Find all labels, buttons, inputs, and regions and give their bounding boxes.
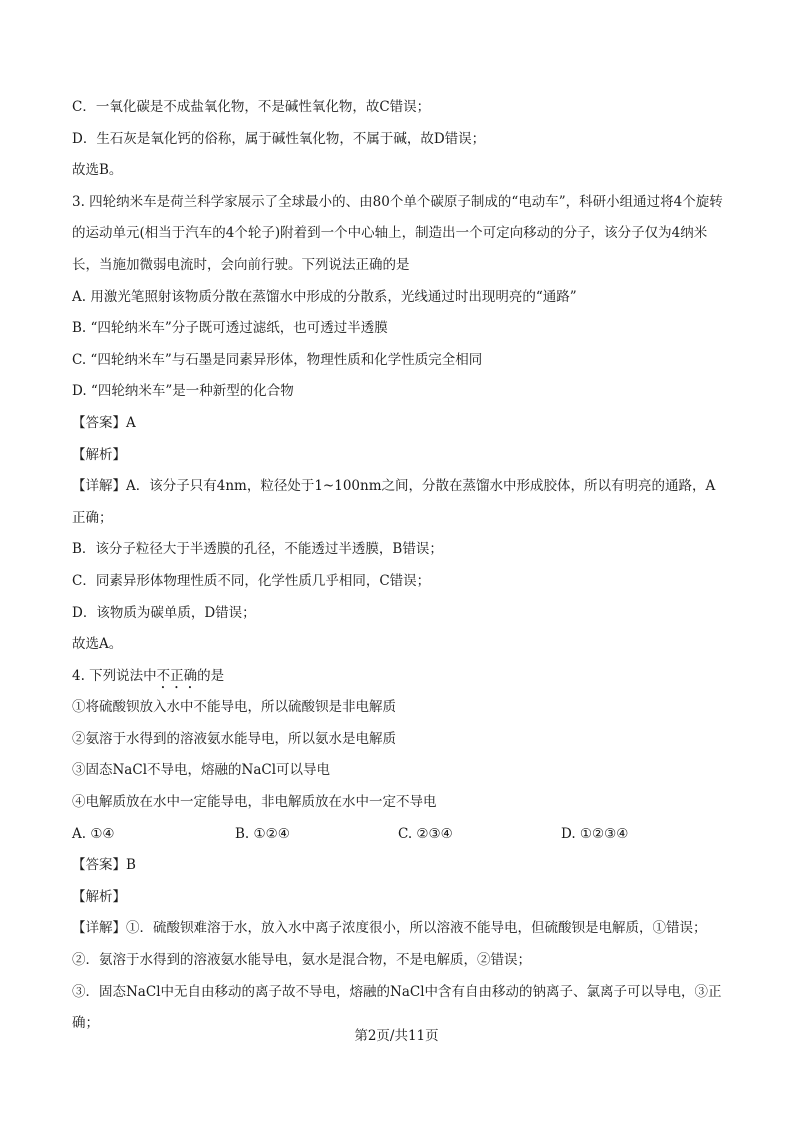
page-footer: 第2页/共11页: [354, 1028, 439, 1044]
q4-statement-2: ②氨溶于水得到的溶液氨水能导电，所以氨水是电解质: [72, 730, 396, 747]
q4-statement-1: ①将硫酸钡放入水中不能导电，所以硫酸钡是非电解质: [72, 699, 396, 716]
q2-conclusion: 故选B。: [72, 162, 123, 179]
q4-option-d: D. ①②③④: [561, 825, 629, 842]
q3-option-c: C. “四轮纳米车”与石墨是同素异形体，物理性质和化学性质完全相同: [72, 351, 483, 368]
q4-option-c: C. ②③④: [398, 825, 453, 842]
q4-stem-emphasis: 不正确: [156, 667, 198, 684]
q4-options: [72, 819, 724, 851]
q3-stem: 3. 四轮纳米车是荷兰科学家展示了全球最小的、由80个单个碳原子制成的“电动车”，科研小组通过将4个旋转的运动单元(相当于汽车的4个轮子)附着到一个中心轴上，制造出一个可定向移动的分子，该分子仅为4纳米长，当施加微弱电流时，会向前行驶。下列说法正确的是: [72, 193, 723, 273]
q3-conclusion: 故选A。: [72, 636, 123, 653]
q3-detail-d: D．该物质为碳单质，D错误；: [72, 604, 256, 621]
q4-statement-3: ③固态NaCl不导电，熔融的NaCl可以导电: [72, 762, 331, 779]
q4-answer: 【答案】B: [72, 857, 136, 874]
q3-detail-b: B．该分子粒径大于半透膜的孔径，不能透过半透膜，B错误；: [72, 541, 443, 558]
q3-analysis-label: 【解析】: [72, 446, 126, 463]
q2-analysis-c: C．一氧化碳是不成盐氧化物，不是碱性氧化物，故C错误；: [72, 99, 431, 115]
q4-detail-3: ③．固态NaCl中无自由移动的离子故不导电，熔融的NaCl中含有自由移动的钠离子、氯离子可以导电，③正确；: [72, 983, 722, 1032]
q4-detail-1: 【详解】①．硫酸钡难溶于水，放入水中离子浓度很小，所以溶液不能导电，但硫酸钡是电解质，①错误；: [72, 920, 707, 937]
q3-option-d: D. “四轮纳米车”是一种新型的化合物: [72, 383, 294, 400]
page-content: [72, 92, 724, 1040]
q3-answer: 【答案】A: [72, 414, 136, 431]
q4-stem-suffix: 的是: [197, 667, 225, 684]
q4-stem-prefix: 4. 下列说法中: [72, 667, 157, 684]
q3-option-a: A. 用激光笔照射该物质分散在蒸馏水中形成的分散系，光线通过时出现明亮的“通路”: [72, 288, 577, 305]
q2-analysis-d: D．生石灰是氧化钙的俗称，属于碱性氧化物，不属于碱，故D错误；: [72, 130, 486, 147]
q4-statement-4: ④电解质放在水中一定能导电，非电解质放在水中一定不导电: [72, 794, 437, 811]
q4-option-b: B. ①②④: [235, 825, 290, 842]
q3-detail-a: 【详解】A．该分子只有4nm，粒径处于1~100nm之间，分散在蒸馏水中形成胶体，所以有明亮的通路，A正确；: [72, 478, 716, 526]
q3-option-b: B. “四轮纳米车”分子既可透过滤纸，也可透过半透膜: [72, 320, 388, 337]
q3-detail-c: C．同素异形体物理性质不同，化学性质几乎相同，C错误；: [72, 572, 431, 589]
q4-option-a: A. ①④: [72, 825, 115, 842]
q4-detail-2: ②．氨溶于水得到的溶液氨水能导电，氨水是混合物，不是电解质，②错误；: [72, 952, 531, 969]
q4-analysis-label: 【解析】: [72, 888, 126, 905]
q4-stem: [72, 661, 724, 693]
